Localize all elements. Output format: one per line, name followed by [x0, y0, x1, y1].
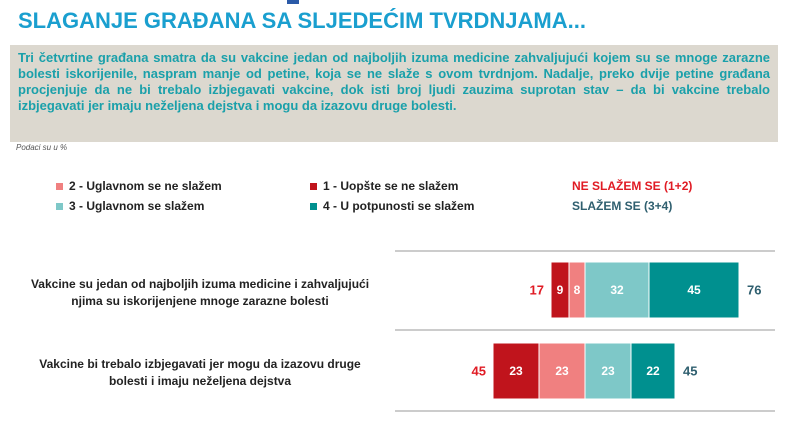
units-note: Podaci su u % — [16, 143, 68, 152]
total-disagree-row-1: 17 — [529, 282, 544, 298]
legend-label-mostly-disagree: 2 - Uglavnom se ne slažem — [69, 179, 222, 193]
legend-label-strongly-disagree: 1 - Uopšte se ne slažem — [323, 179, 459, 193]
legend-label-mostly-agree: 3 - Uglavnom se slažem — [69, 199, 205, 213]
row-label-1-line-2: njima su iskorijenjene mnoge zarazne bolesti — [71, 294, 329, 308]
total-agree-row-1: 76 — [747, 282, 762, 298]
row-label-2-line-1: Vakcine bi trebalo izbjegavati jer mogu da izazovu druge — [39, 357, 361, 371]
bar-value-row-2-strongly-disagree: 23 — [509, 364, 523, 379]
bar-value-row-1-fully-agree: 45 — [687, 283, 701, 298]
row-label-2-line-2: bolesti i imaju neželjena dejstva — [108, 374, 292, 388]
bar-value-row-1-mostly-disagree: 8 — [573, 283, 581, 298]
legend-agree-summary: SLAŽEM SE (3+4) — [572, 199, 673, 213]
legend-label-fully-agree: 4 - U potpunosti se slažem — [323, 199, 475, 213]
intro-text: Tri četvrtine građana smatra da su vakcine jedan od najboljih izuma medicine zahvaljujući kojem su se mnoge zarazne bolesti iskorijenile, naspram manje od petine, koja se ne slaže s ovom tvrdnjom. Nadalje, preko dvije petine građana procjenjuje da ne bi trebalo izbjegavati vakcine, dok isti broj ljudi zauzima suprotan stav – da bi vakcine trebalo izbjegavati jer imaju neželjena dejstva i mogu da izazovu druge bolesti. — [18, 50, 770, 113]
bar-value-row-1-mostly-agree: 32 — [610, 283, 624, 298]
total-agree-row-2: 45 — [683, 363, 698, 379]
bar-value-row-2-mostly-agree: 23 — [601, 364, 615, 379]
row-label-1-line-1: Vakcine su jedan od najboljih izuma medicine i zahvaljujući — [30, 277, 370, 291]
legend-disagree-summary: NE SLAŽEM SE (1+2) — [572, 179, 693, 193]
total-disagree-row-2: 45 — [471, 363, 486, 379]
page-title: SLAGANJE GRAĐANA SA SLJEDEĆIM TVRDNJAMA... — [18, 8, 586, 33]
bar-value-row-2-mostly-disagree: 23 — [555, 364, 569, 379]
bar-value-row-1-strongly-disagree: 9 — [556, 283, 564, 298]
bar-value-row-2-fully-agree: 22 — [646, 364, 660, 379]
